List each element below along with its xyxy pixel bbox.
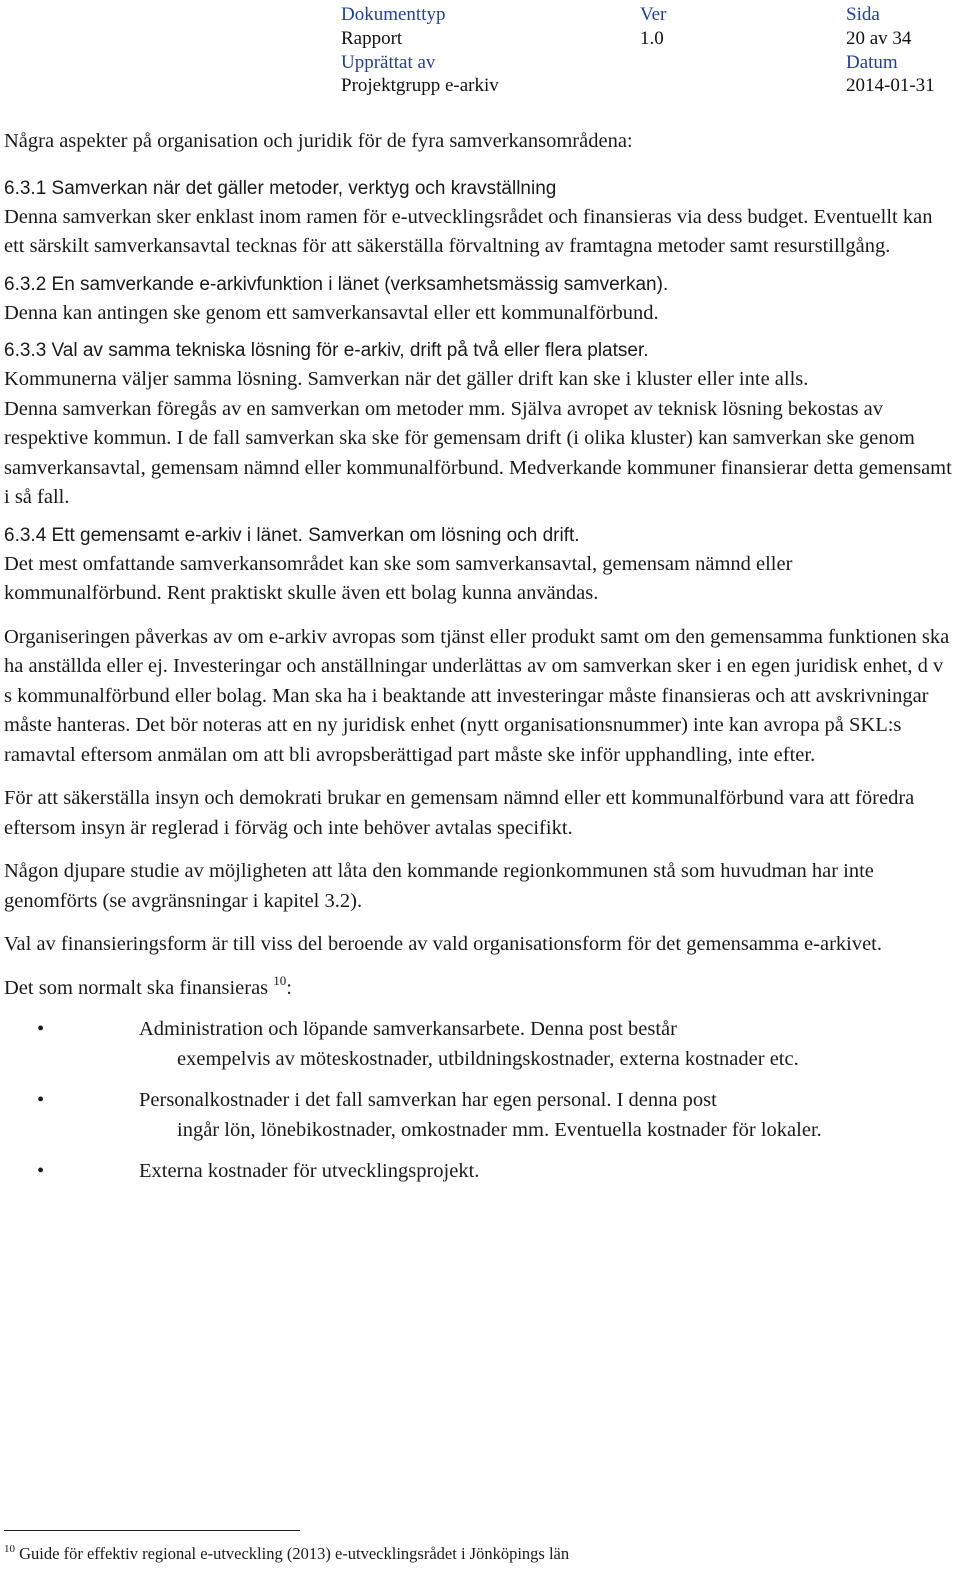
section-633-body-1: Kommunerna väljer samma lösning. Samverkan när det gäller drift kan ske i kluster eller inte alls. [4, 368, 809, 390]
list-item-text-continued: ingår lön, lönebikostnader, omkostnader mm. Eventuella kostnader för lokaler. [177, 1118, 822, 1141]
bullet-icon: • [37, 1089, 45, 1111]
intro-paragraph: Några aspekter på organisation och juridik för de fyra samverkansområdena: [4, 130, 633, 152]
footnote-reference: 10 [273, 972, 287, 988]
date-value: 2014-01-31 [846, 75, 935, 96]
footnote-divider [4, 1530, 300, 1531]
section-631-heading: 6.3.1 Samverkan när det gäller metoder, verktyg och kravställning [4, 177, 557, 199]
footnote-number: 10 [4, 1543, 15, 1555]
financing-intro [4, 974, 954, 1004]
financing-list [4, 1015, 954, 1187]
section-634-paragraph: Någon djupare studie av möjligheten att låta den kommande regionkommunen stå som huvudman har inte genomförts (se avgränsningar i kapitel 3.2). [4, 860, 874, 912]
document-body [4, 127, 954, 1199]
list-item-text: Administration och löpande samverkansarbete. Denna post består [139, 1018, 677, 1040]
list-item [4, 1086, 954, 1145]
author-value: Projektgrupp e-arkiv [341, 75, 499, 96]
footnote-text: Guide för effektiv regional e-utveckling (2013) e-utvecklingsrådet i Jönköpings län [15, 1544, 570, 1563]
version-label: Ver [640, 4, 667, 25]
doc-type-value: Rapport [341, 28, 403, 49]
section-634-heading: 6.3.4 Ett gemensamt e-arkiv i länet. Samverkan om lösning och drift. [4, 524, 580, 546]
list-item-text: Personalkostnader i det fall samverkan har egen personal. I denna post [139, 1089, 717, 1111]
author-label: Upprättat av [341, 52, 436, 73]
section-634-paragraph: För att säkerställa insyn och demokrati brukar en gemensam nämnd eller ett kommunalförbund vara att föredra eftersom insyn är reglerad i förväg och inte behöver avtalas specifikt. [4, 787, 915, 839]
list-item-text-continued: exempelvis av möteskostnader, utbildningskostnader, externa kostnader etc. [177, 1047, 799, 1070]
version-value: 1.0 [640, 28, 664, 49]
page-number: 20 av 34 [846, 28, 912, 49]
bullet-icon: • [37, 1160, 45, 1182]
doc-type-label: Dokumenttyp [341, 4, 446, 25]
list-item [4, 1157, 954, 1187]
list-item-text: Externa kostnader för utvecklingsprojekt. [139, 1160, 480, 1182]
footnote [4, 1543, 569, 1565]
section-633-heading: 6.3.3 Val av samma tekniska lösning för e-arkiv, drift på två eller flera platser. [4, 340, 649, 361]
section-633-body-2: Denna samverkan föregås av en samverkan om metoder mm. Själva avropet av teknisk lösning bekostas av respektive kommun. I de fall samverkan ska ske för gemensam drift (i olika kluster) kan samverkan ske genom samverkansavtal, gemensam nämnd eller kommunalförbund. Medverkande kommuner finansierar detta gemensamt i så fall. [4, 397, 952, 508]
date-label: Datum [846, 52, 898, 73]
page-label: Sida [846, 4, 880, 25]
section-631-body: Denna samverkan sker enklast inom ramen för e-utvecklingsrådet och finansieras via dess budget. Eventuellt kan ett särskilt samverkansavtal tecknas för att säkerställa förvaltning av framtagna metoder samt resurstillgång. [4, 205, 933, 257]
financing-intro-text: Det som normalt ska finansieras [4, 976, 274, 999]
section-632-body: Denna kan antingen ske genom ett samverkansavtal eller ett kommunalförbund. [4, 301, 659, 324]
section-632-heading: 6.3.2 En samverkande e-arkivfunktion i länet (verksamhetsmässig samverkan). [4, 273, 669, 295]
bullet-icon: • [37, 1018, 45, 1040]
section-634-paragraph: Organiseringen påverkas av om e-arkiv avropas som tjänst eller produkt samt om den gemensamma funktionen ska ha anställda eller ej. Investeringar och anställningar underlättas av om samverkan sker i en egen juridisk enhet, d v s kommunalförbund eller bolag. Man ska ha i beaktande att investeringar måste finansieras och att avskrivningar måste hanteras. Det bör noteras att en ny juridisk enhet (nytt organisationsnummer) inte kan avropa på SKL:s ramavtal eftersom anmälan om att bli avropsberättigad part måste ske inför upphandling, inte efter. [4, 625, 950, 766]
section-634-paragraph: Val av finansieringsform är till viss del beroende av vald organisationsform för det gemensamma e-arkivet. [4, 933, 883, 955]
financing-intro-end: : [286, 976, 292, 999]
list-item [4, 1015, 954, 1074]
section-634-paragraph: Det mest omfattande samverkansområdet kan ske som samverkansavtal, gemensam nämnd eller kommunalförbund. Rent praktiskt skulle även ett bolag kunna användas. [4, 552, 793, 604]
